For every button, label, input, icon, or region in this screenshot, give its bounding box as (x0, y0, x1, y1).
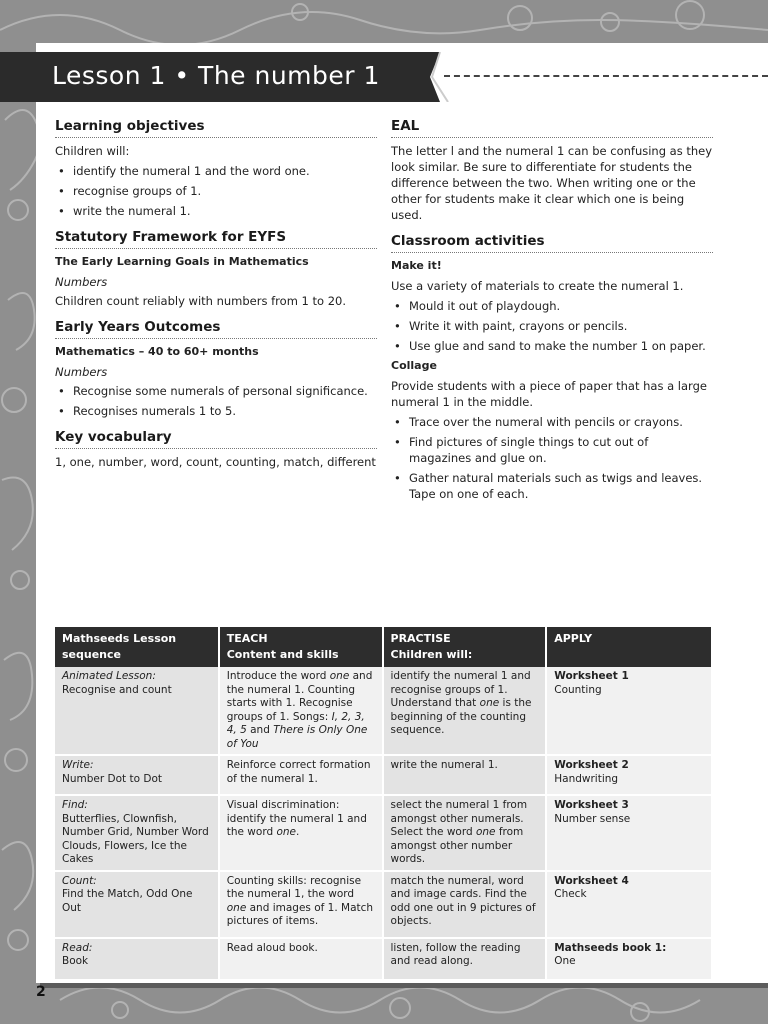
list-item: • Recognise some numerals of personal significance. (55, 383, 377, 399)
activities-heading: Classroom activities (391, 233, 713, 253)
list-item: • Find pictures of single things to cut out of magazines and glue on. (391, 434, 713, 466)
sequence-cell: Read: Book (55, 938, 219, 980)
table-row (55, 795, 712, 871)
practise-cell: identify the numeral 1 and recognise groups of 1. Understand that one is the beginning of the counting sequence. (383, 667, 547, 755)
framework-subheading: The Early Learning Goals in Mathematics (55, 255, 309, 268)
vocab-text: 1, one, number, word, count, counting, match, different (55, 455, 376, 469)
list-item: • Trace over the numeral with pencils or crayons. (391, 414, 713, 430)
banner-dashed-rule (444, 75, 768, 77)
right-column (391, 118, 713, 506)
page-shadow (40, 983, 768, 988)
teach-cell: Counting skills: recognise the numeral 1, the word one and images of 1. Match pictures of items. (219, 871, 383, 938)
apply-cell: Worksheet 1 Counting (546, 667, 712, 755)
sequence-cell: Write: Number Dot to Dot (55, 755, 219, 795)
page-number: 2 (36, 984, 46, 1000)
sequence-cell: Find: Butterflies, Clownfish, Number Grid, Number Word Clouds, Flowers, Ice the Cakes (55, 795, 219, 871)
practise-cell: write the numeral 1. (383, 755, 547, 795)
practise-cell: listen, follow the reading and read along. (383, 938, 547, 980)
teach-cell: Introduce the word one and the numeral 1. Counting starts with 1. Recognise groups of 1. Songs: I, 2, 3, 4, 5 and There is Only One of You (219, 667, 383, 755)
apply-cell: Worksheet 2 Handwriting (546, 755, 712, 795)
header-teach: TEACH Content and skills (219, 627, 383, 667)
header-practise: PRACTISE Children will: (383, 627, 547, 667)
make-it-list (391, 298, 713, 354)
list-item: • Use glue and sand to make the number 1 on paper. (391, 338, 713, 354)
apply-cell: Worksheet 4 Check (546, 871, 712, 938)
table-row (55, 667, 712, 755)
teach-cell: Read aloud book. (219, 938, 383, 980)
outcomes-heading: Early Years Outcomes (55, 319, 377, 339)
header-apply: APPLY (546, 627, 712, 667)
objectives-heading: Learning objectives (55, 118, 377, 138)
list-item: • write the numeral 1. (55, 203, 377, 219)
lesson-title: Lesson 1 • The number 1 (52, 61, 380, 90)
table-row (55, 755, 712, 795)
framework-heading: Statutory Framework for EYFS (55, 229, 377, 249)
list-item: • identify the numeral 1 and the word one. (55, 163, 377, 179)
eal-text: The letter l and the numeral 1 can be confusing as they look similar. Be sure to differentiate for students the difference between the two. When writing one or the other for students make it clear which one is being used. (391, 144, 713, 222)
practise-cell: match the numeral, word and image cards. Find the odd one out in 9 pictures of objects. (383, 871, 547, 938)
vocab-heading: Key vocabulary (55, 429, 377, 449)
apply-cell: Worksheet 3 Number sense (546, 795, 712, 871)
list-item: • Mould it out of playdough. (391, 298, 713, 314)
collage-subheading: Collage (391, 359, 437, 372)
collage-text: Provide students with a piece of paper that has a large numeral 1 in the middle. (391, 379, 707, 409)
table-row (55, 871, 712, 938)
sequence-cell: Animated Lesson: Recognise and count (55, 667, 219, 755)
make-it-subheading: Make it! (391, 259, 442, 272)
eal-heading: EAL (391, 118, 713, 138)
practise-cell: select the numeral 1 from amongst other numerals. Select the word one from amongst other number words. (383, 795, 547, 871)
framework-category: Numbers (55, 275, 108, 289)
apply-cell: Mathseeds book 1: One (546, 938, 712, 980)
left-column (55, 118, 377, 474)
list-item: • Write it with paint, crayons or pencils. (391, 318, 713, 334)
lesson-sequence-table (55, 627, 713, 981)
objectives-list (55, 163, 377, 219)
list-item: • Gather natural materials such as twigs and leaves. Tape on one of each. (391, 470, 713, 502)
header-sequence: Mathseeds Lesson sequence (55, 627, 219, 667)
table-header-row (55, 627, 712, 667)
collage-list (391, 414, 713, 502)
sequence-cell: Count: Find the Match, Odd One Out (55, 871, 219, 938)
list-item: • Recognises numerals 1 to 5. (55, 403, 377, 419)
outcomes-list (55, 383, 377, 419)
teach-cell: Visual discrimination: identify the numeral 1 and the word one. (219, 795, 383, 871)
list-item: • recognise groups of 1. (55, 183, 377, 199)
teach-cell: Reinforce correct formation of the numeral 1. (219, 755, 383, 795)
framework-text: Children count reliably with numbers from 1 to 20. (55, 294, 347, 308)
objectives-intro: Children will: (55, 144, 130, 158)
outcomes-category: Numbers (55, 365, 108, 379)
make-it-text: Use a variety of materials to create the numeral 1. (391, 279, 684, 293)
table-row (55, 938, 712, 980)
outcomes-subheading: Mathematics – 40 to 60+ months (55, 345, 259, 358)
